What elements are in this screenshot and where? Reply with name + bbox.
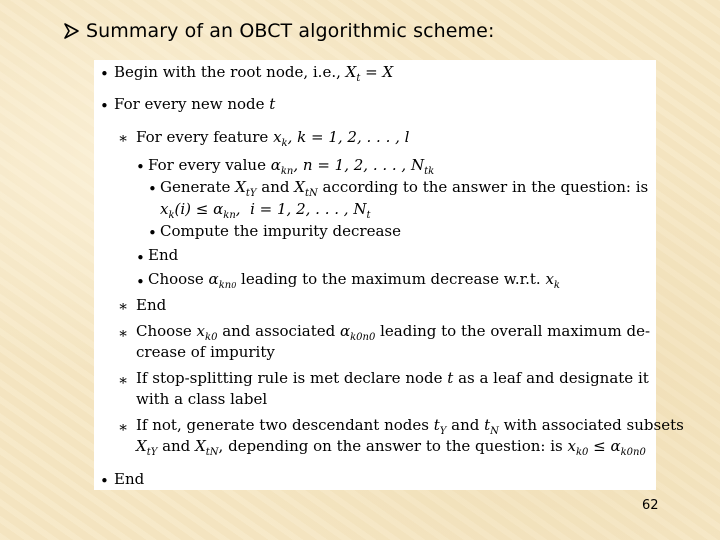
algorithm-panel (94, 60, 684, 490)
bullet-icon: • (100, 65, 109, 83)
for-each-node-line: For every new node t (114, 95, 276, 113)
asterisk-icon: ∗ (118, 324, 129, 342)
bullet-icon: • (100, 472, 109, 490)
end-feature-line: End (136, 296, 167, 314)
for-every-value-line: For every value $\alpha_{kn}$, n = 1, 2, . . . , $N_{tk}$ (148, 156, 435, 177)
stop-splitting-line-2: with a class label (136, 390, 268, 408)
if-not-line: If not, generate two descendant nodes $t_Y$ and $t_N$ with associated subsets (136, 416, 684, 437)
compute-line: Compute the impurity decrease (160, 222, 401, 240)
asterisk-icon: ∗ (118, 371, 129, 389)
slide-heading (62, 20, 494, 42)
choose-alpha-line: Choose $\alpha_{kn0}$ leading to the maximum decrease w.r.t. $x_k$ (148, 270, 560, 291)
asterisk-icon: ∗ (118, 297, 129, 315)
bullet-icon: • (148, 180, 157, 198)
arrow-bullet-icon (62, 22, 80, 40)
bullet-icon: • (136, 158, 145, 176)
page-number: 62 (642, 498, 659, 513)
heading-text: Summary of an OBCT algorithmic scheme: (86, 20, 495, 42)
generate-line: Generate $X_{tY}$ and $X_{tN}$ according to the answer in the question: is (160, 178, 649, 199)
begin-line: Begin with the root node, i.e., $X_t = X$ (114, 63, 394, 84)
end-outer-line: End (114, 470, 145, 488)
choose-xk0-line: Choose $x_{k0}$ and associated $\alpha_{k0n0}$ leading to the overall maximum de- (136, 322, 651, 343)
choose-xk0-line-2: crease of impurity (136, 343, 275, 361)
condition-line: $x_k(i) \le \alpha_{kn}$, i = 1, 2, . . . , $N_t$ (160, 200, 371, 221)
bullet-icon: • (100, 97, 109, 115)
bullet-icon: • (148, 224, 157, 242)
end-inner-line: End (148, 246, 179, 264)
bullet-icon: • (136, 249, 145, 267)
bullet-icon: • (136, 273, 145, 291)
asterisk-icon: ∗ (118, 129, 129, 147)
for-every-feature-line: For every feature $x_k$, k = 1, 2, . . . , l (136, 128, 410, 149)
stop-splitting-line: If stop-splitting rule is met declare node t as a leaf and designate it (136, 369, 649, 387)
asterisk-icon: ∗ (118, 418, 129, 436)
if-not-line-2: $X_{tY}$ and $X_{tN}$, depending on the answer to the question: is $x_{k0} \le \alpha_{k0n0}$ (136, 437, 646, 458)
